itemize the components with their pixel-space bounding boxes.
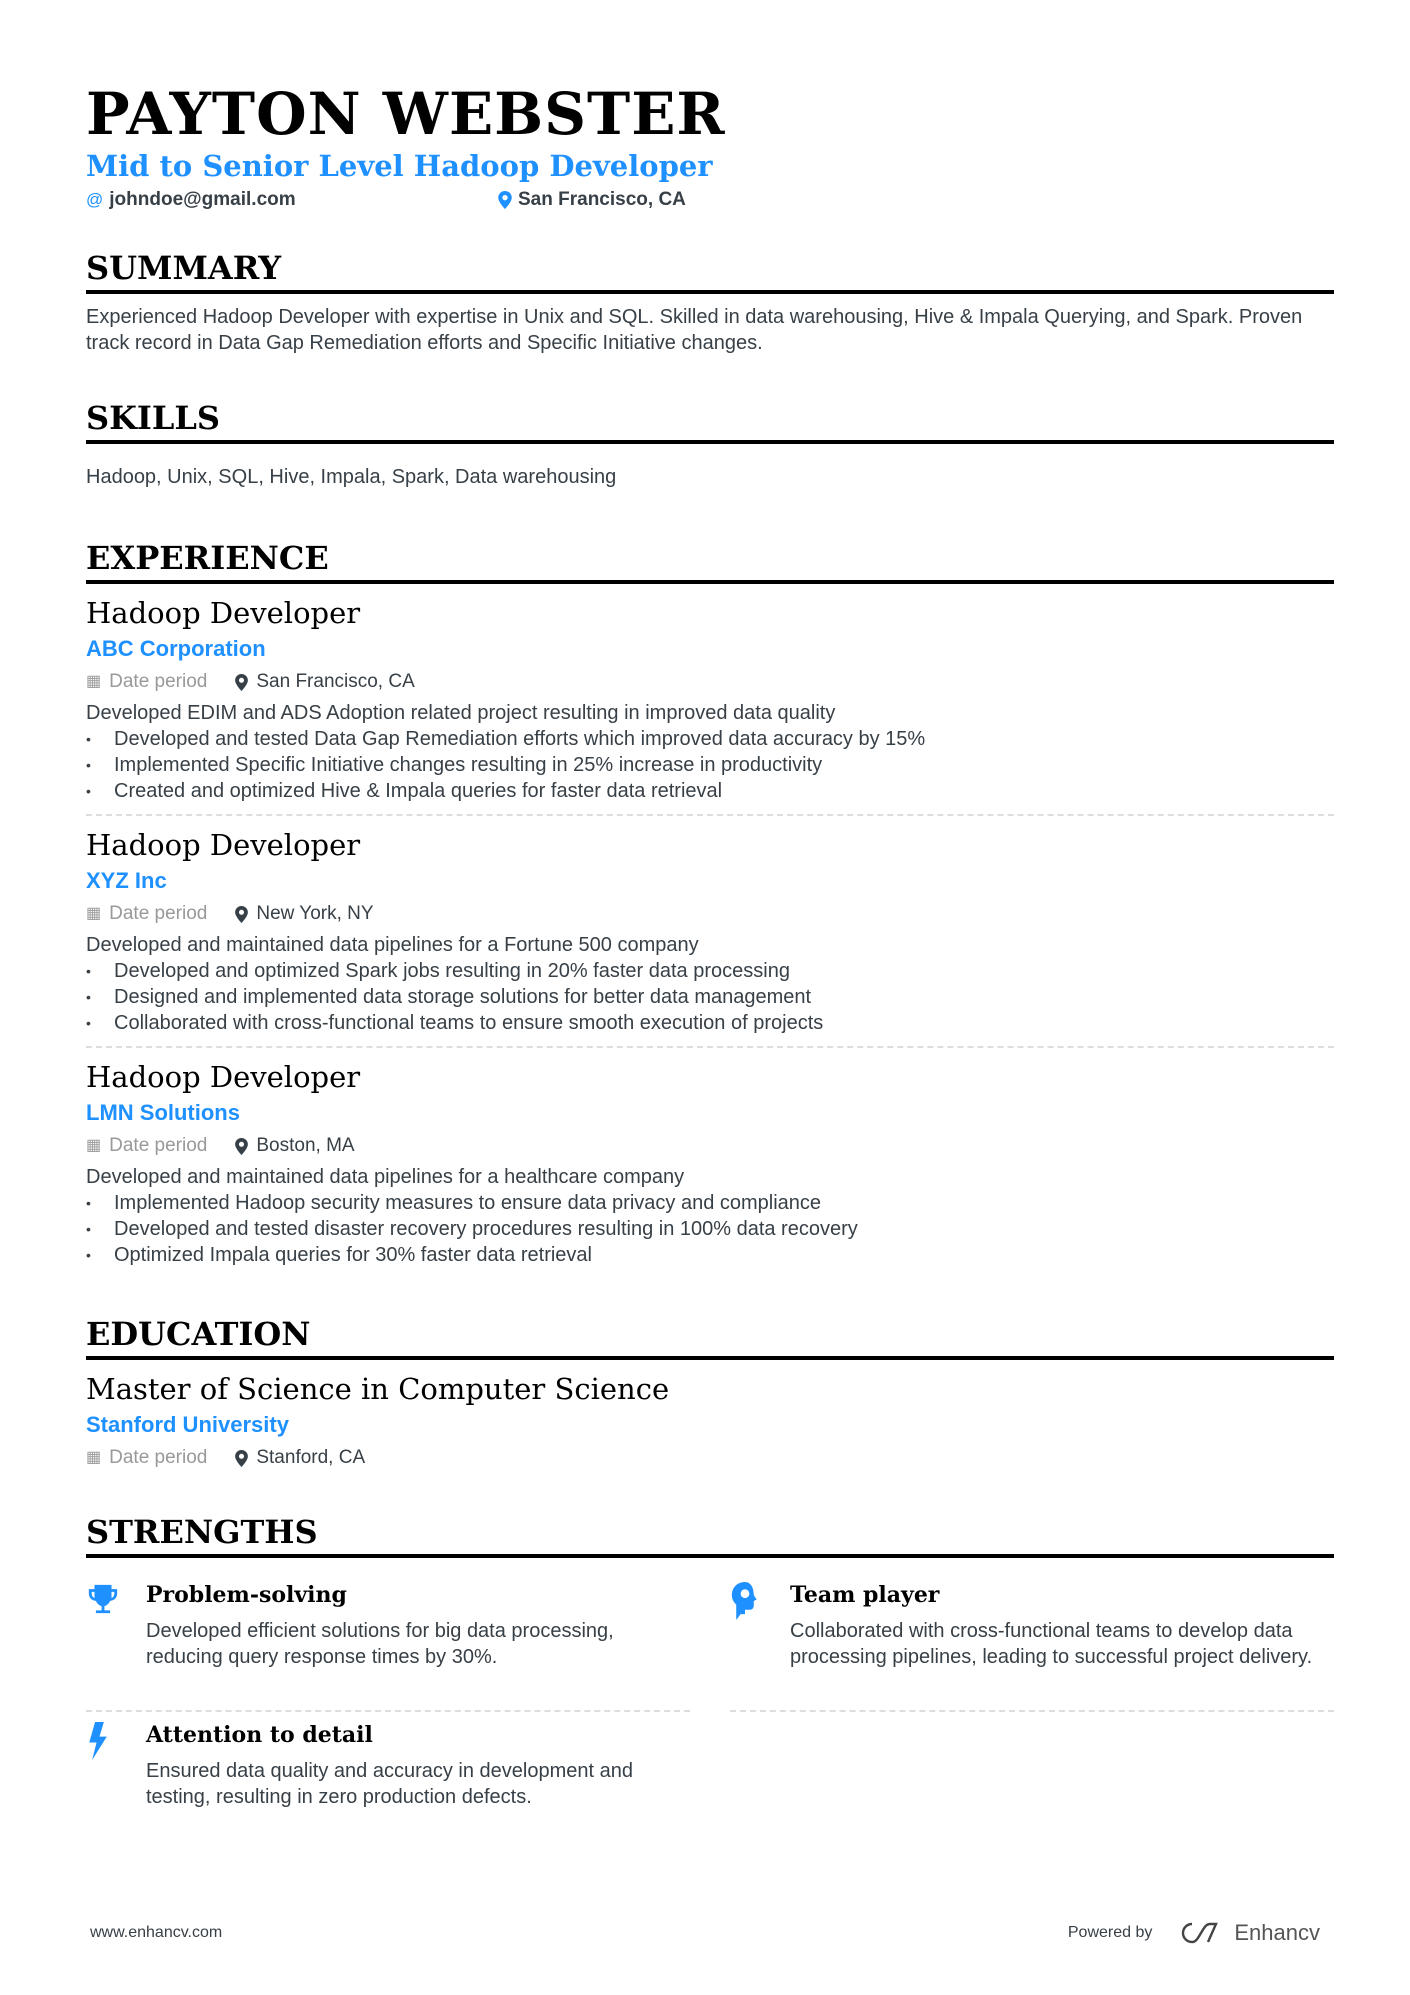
location-pin-icon	[235, 1138, 248, 1155]
job-meta	[86, 900, 1334, 928]
calendar-icon: ▦	[86, 905, 102, 922]
location-contact	[498, 188, 686, 212]
enhancv-logo-icon	[1178, 1921, 1224, 1945]
job-meta	[86, 668, 1334, 696]
bullet-item: • Implemented Specific Initiative changes resulting in 25% increase in productivity	[86, 752, 1334, 778]
section-heading: STRENGTHS	[86, 1512, 1334, 1558]
strength-text: Collaborated with cross-functional teams to develop data processing pipelines, leading to successful project delivery.	[790, 1620, 1313, 1668]
strength-text: Developed efficient solutions for big data processing, reducing query response times by 30%.	[146, 1620, 614, 1668]
powered-by: Powered by	[1067, 1924, 1153, 1941]
bullet-item: • Developed and optimized Spark jobs resulting in 20% faster data processing	[86, 958, 1334, 984]
job-description: Developed and maintained data pipelines for a healthcare company	[86, 1166, 685, 1188]
section-heading: SKILLS	[86, 398, 1334, 444]
location: Boston, MA	[256, 1135, 355, 1156]
bullet-item: • Developed and tested disaster recovery procedures resulting in 100% data recovery	[86, 1216, 1334, 1242]
bullet-item: • Optimized Impala queries for 30% faster data retrieval	[86, 1242, 1334, 1268]
job-description: Developed and maintained data pipelines for a Fortune 500 company	[86, 934, 699, 956]
date: Date period	[109, 1135, 208, 1156]
trophy-icon	[86, 1580, 124, 1700]
strength-title: Attention to detail	[146, 1722, 373, 1748]
candidate-title: Mid to Senior Level Hadoop Developer	[86, 149, 713, 183]
experience-section	[86, 538, 1334, 1278]
bullet-list	[86, 726, 1334, 804]
calendar-icon: ▦	[86, 1449, 102, 1466]
section-heading: EXPERIENCE	[86, 538, 1334, 584]
strength-title: Team player	[790, 1582, 940, 1608]
footer	[90, 1920, 1320, 1946]
summary-text: Experienced Hadoop Developer with expertise in Unix and SQL. Skilled in data warehousing, Hive & Impala Querying, and Spark. Proven track record in Data Gap Remediation efforts and Specific Initiative changes.	[86, 306, 1303, 354]
at-icon: @	[86, 190, 104, 209]
education-section	[86, 1314, 1334, 1482]
company-name: LMN Solutions	[86, 1100, 240, 1125]
school: Stanford University	[86, 1412, 289, 1437]
location-pin-icon	[498, 191, 512, 209]
resume	[86, 78, 1334, 1852]
date: Date period	[109, 671, 208, 692]
location: San Francisco, CA	[256, 671, 415, 692]
date: Date period	[109, 903, 208, 924]
job-entry	[86, 1048, 1334, 1278]
lightning-icon	[86, 1720, 124, 1842]
brand-name: Enhancv	[1234, 1920, 1320, 1945]
candidate-name: PAYTON WEBSTER	[86, 80, 726, 148]
section-heading: SUMMARY	[86, 248, 1334, 294]
calendar-icon: ▦	[86, 673, 102, 690]
enhancv-logo[interactable]	[1178, 1920, 1320, 1946]
job-entry	[86, 584, 1334, 816]
job-title: Hadoop Developer	[86, 828, 361, 862]
head-icon	[730, 1580, 768, 1700]
job-title: Hadoop Developer	[86, 1060, 361, 1094]
contact-row	[86, 188, 1334, 212]
job-description: Developed EDIM and ADS Adoption related project resulting in improved data quality	[86, 702, 836, 724]
bullet-item: • Developed and tested Data Gap Remediation efforts which improved data accuracy by 15%	[86, 726, 1334, 752]
summary-section	[86, 248, 1334, 356]
job-meta	[86, 1132, 1334, 1160]
strength-item	[730, 1572, 1334, 1712]
strength-item	[86, 1712, 690, 1852]
job-title: Hadoop Developer	[86, 596, 361, 630]
location-pin-icon	[235, 906, 248, 923]
email-contact	[86, 188, 498, 212]
strength-item	[86, 1572, 690, 1712]
company-name: XYZ Inc	[86, 868, 167, 893]
education-meta	[86, 1444, 1334, 1472]
bullet-item: • Created and optimized Hive & Impala queries for faster data retrieval	[86, 778, 1334, 804]
website-link[interactable]: www.enhancv.com	[90, 1924, 223, 1941]
strength-text: Ensured data quality and accuracy in development and testing, resulting in zero production defects.	[146, 1760, 633, 1808]
education-entry	[86, 1360, 1334, 1482]
bullet-list	[86, 958, 1334, 1036]
company-name: ABC Corporation	[86, 636, 266, 661]
location: Stanford, CA	[256, 1447, 366, 1468]
bullet-item: • Implemented Hadoop security measures to ensure data privacy and compliance	[86, 1190, 1334, 1216]
calendar-icon: ▦	[86, 1137, 102, 1154]
skills-text: Hadoop, Unix, SQL, Hive, Impala, Spark, Data warehousing	[86, 466, 617, 488]
skills-section	[86, 398, 1334, 490]
strength-title: Problem-solving	[146, 1582, 347, 1608]
bullet-item: • Designed and implemented data storage solutions for better data management	[86, 984, 1334, 1010]
date: Date period	[109, 1447, 208, 1468]
location: San Francisco, CA	[518, 189, 686, 210]
section-heading: EDUCATION	[86, 1314, 1334, 1360]
job-entry	[86, 816, 1334, 1048]
location-pin-icon	[235, 1450, 248, 1467]
bullet-list	[86, 1190, 1334, 1268]
degree: Master of Science in Computer Science	[86, 1372, 670, 1406]
location-pin-icon	[235, 674, 248, 691]
email[interactable]: johndoe@gmail.com	[109, 189, 296, 210]
strengths-section	[86, 1512, 1334, 1852]
bullet-item: • Collaborated with cross-functional teams to ensure smooth execution of projects	[86, 1010, 1334, 1036]
location: New York, NY	[256, 903, 374, 924]
